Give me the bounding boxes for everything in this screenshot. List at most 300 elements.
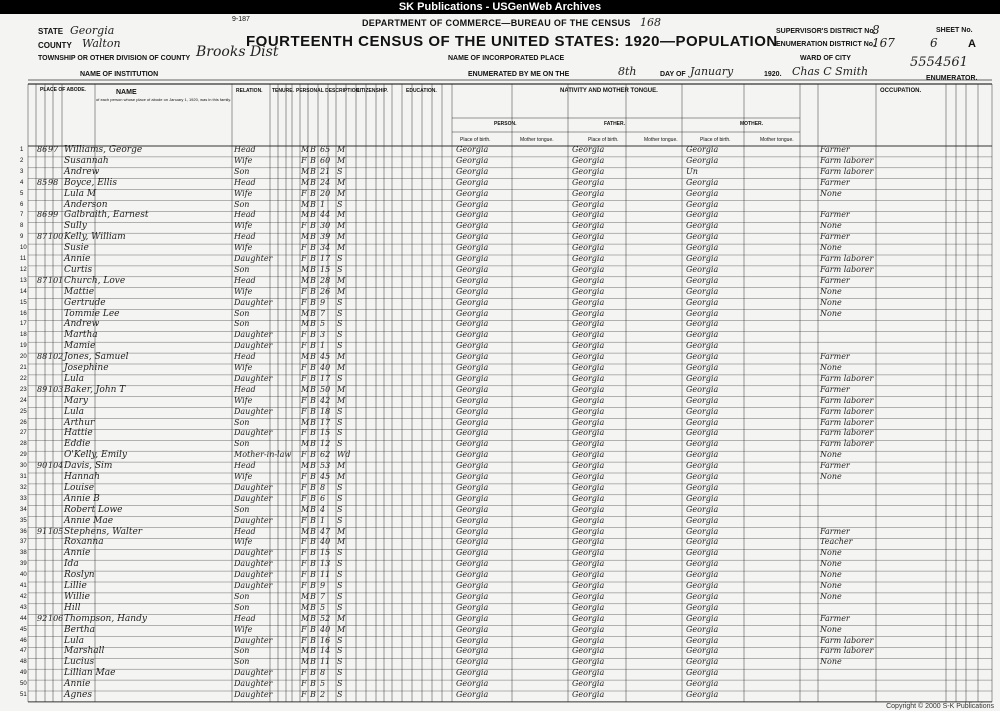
birthplace-mother: Georgia bbox=[686, 363, 719, 372]
race-value: B bbox=[310, 308, 316, 318]
department-heading: DEPARTMENT OF COMMERCE—BUREAU OF THE CENSUS bbox=[362, 18, 631, 28]
birthplace-person: Georgia bbox=[456, 668, 489, 678]
occupation-value: None bbox=[820, 624, 842, 634]
age-value: 42 bbox=[320, 395, 331, 405]
birthplace-mother: Georgia bbox=[686, 155, 719, 165]
birthplace-mother: Un bbox=[686, 166, 698, 176]
birthplace-mother: Georgia bbox=[686, 679, 719, 689]
birthplace-father: Georgia bbox=[572, 221, 605, 231]
birthplace-father: Georgia bbox=[572, 232, 605, 242]
birthplace-father: Georgia bbox=[572, 297, 605, 307]
row-number: 45 bbox=[20, 626, 27, 633]
birthplace-father: Georgia bbox=[572, 668, 605, 678]
sex-value: F bbox=[301, 515, 307, 525]
marital-status-value: S bbox=[337, 482, 343, 492]
birthplace-person: Georgia bbox=[456, 515, 489, 525]
occupation-value: None bbox=[820, 297, 842, 307]
dwelling-number: 87 bbox=[37, 275, 48, 285]
col-nativity: NATIVITY AND MOTHER TONGUE. bbox=[560, 88, 658, 94]
marital-status-value: M bbox=[337, 177, 346, 187]
sex-value: M bbox=[301, 602, 310, 612]
birthplace-father: Georgia bbox=[572, 373, 605, 383]
occupation-value: None bbox=[820, 548, 842, 558]
row-number: 39 bbox=[20, 561, 27, 568]
row-number: 36 bbox=[20, 528, 27, 535]
birthplace-father: Georgia bbox=[572, 275, 605, 285]
col-place-of-birth-person: Place of birth. bbox=[460, 137, 491, 143]
race-value: B bbox=[310, 341, 316, 351]
race-value: B bbox=[310, 668, 316, 678]
birthplace-person: Georgia bbox=[456, 450, 489, 460]
relation-value: Son bbox=[234, 417, 250, 427]
relation-value: Wife bbox=[234, 472, 253, 481]
row-number: 20 bbox=[20, 354, 27, 361]
person-name: Mattie bbox=[64, 286, 95, 297]
row-number: 29 bbox=[20, 452, 27, 459]
birthplace-mother: Georgia bbox=[686, 395, 719, 405]
col-mother-tongue-person: Mother tongue. bbox=[520, 137, 554, 143]
birthplace-person: Georgia bbox=[456, 690, 489, 699]
race-value: B bbox=[310, 472, 316, 481]
person-name: O'Kelly, Emily bbox=[64, 450, 127, 461]
birthplace-father: Georgia bbox=[572, 646, 605, 656]
row-number: 49 bbox=[20, 670, 27, 677]
person-name: Church, Love bbox=[64, 275, 126, 286]
birthplace-mother: Georgia bbox=[686, 417, 719, 427]
occupation-value: Farm laborer bbox=[820, 254, 874, 263]
birthplace-person: Georgia bbox=[456, 384, 489, 394]
race-value: B bbox=[310, 166, 316, 176]
relation-value: Daughter bbox=[234, 330, 273, 340]
sex-value: F bbox=[301, 559, 307, 569]
relation-value: Wife bbox=[234, 286, 253, 296]
family-number: 97 bbox=[48, 145, 59, 154]
occupation-value: Farmer bbox=[820, 526, 850, 536]
age-value: 1 bbox=[320, 341, 326, 351]
sex-value: M bbox=[301, 275, 310, 285]
census-sheet bbox=[0, 14, 1000, 711]
birthplace-mother: Georgia bbox=[686, 275, 719, 285]
marital-status-value: M bbox=[337, 275, 346, 285]
birthplace-father: Georgia bbox=[572, 559, 605, 569]
person-name: Susannah bbox=[64, 155, 109, 166]
person-name: Hattie bbox=[64, 428, 93, 439]
person-name: Robert Lowe bbox=[64, 504, 123, 515]
copyright-notice: Copyright © 2000 S-K Publications bbox=[886, 703, 994, 710]
incorporated-label: NAME OF INCORPORATED PLACE bbox=[448, 55, 565, 62]
sex-value: F bbox=[301, 679, 307, 689]
row-number: 30 bbox=[20, 463, 27, 470]
birthplace-mother: Georgia bbox=[686, 254, 719, 263]
birthplace-mother: Georgia bbox=[686, 286, 719, 296]
marital-status-value: S bbox=[337, 570, 343, 580]
age-value: 44 bbox=[320, 210, 331, 220]
occupation-value: Farm laborer bbox=[820, 264, 874, 274]
occupation-value: None bbox=[820, 570, 842, 580]
birthplace-father: Georgia bbox=[572, 624, 605, 634]
age-value: 8 bbox=[320, 482, 326, 492]
age-value: 39 bbox=[320, 232, 331, 242]
birthplace-person: Georgia bbox=[456, 624, 489, 634]
birthplace-person: Georgia bbox=[456, 352, 489, 362]
race-value: B bbox=[310, 330, 316, 340]
sex-value: M bbox=[301, 145, 310, 154]
person-name: Hannah bbox=[64, 472, 100, 482]
col-place-of-birth-father: Place of birth. bbox=[588, 137, 619, 143]
race-value: B bbox=[310, 493, 316, 503]
person-name: Mary bbox=[64, 395, 88, 406]
marital-status-value: M bbox=[337, 243, 346, 253]
marital-status-value: M bbox=[337, 221, 346, 231]
relation-value: Head bbox=[234, 461, 256, 471]
sex-value: F bbox=[301, 395, 307, 405]
occupation-value: Farm laborer bbox=[820, 635, 874, 645]
state-label: STATE bbox=[38, 27, 64, 36]
person-name: Marshall bbox=[64, 646, 105, 657]
birthplace-person: Georgia bbox=[456, 428, 489, 438]
occupation-value: None bbox=[820, 221, 842, 231]
birthplace-person: Georgia bbox=[456, 363, 489, 372]
age-value: 13 bbox=[320, 559, 331, 569]
occupation-value: Farmer bbox=[820, 613, 850, 623]
row-number: 2 bbox=[20, 157, 24, 164]
relation-value: Son bbox=[234, 602, 250, 612]
race-value: B bbox=[310, 635, 316, 645]
row-number: 38 bbox=[20, 550, 27, 557]
relation-value: Son bbox=[234, 166, 250, 176]
col-relation: RELATION. bbox=[236, 88, 263, 94]
sex-value: F bbox=[301, 330, 307, 340]
relation-value: Son bbox=[234, 439, 250, 449]
supervisor-value: 8 bbox=[872, 23, 880, 37]
marital-status-value: S bbox=[337, 635, 343, 645]
sex-value: F bbox=[301, 286, 307, 296]
person-name: Arthur bbox=[64, 417, 95, 428]
birthplace-mother: Georgia bbox=[686, 384, 719, 394]
birthplace-mother: Georgia bbox=[686, 319, 719, 329]
race-value: B bbox=[310, 188, 316, 198]
person-name: Willie bbox=[64, 591, 90, 602]
person-name: Jones, Samuel bbox=[64, 352, 129, 363]
birthplace-father: Georgia bbox=[572, 450, 605, 460]
dwelling-number: 85 bbox=[37, 177, 48, 187]
birthplace-person: Georgia bbox=[456, 482, 489, 492]
relation-value: Daughter bbox=[234, 482, 273, 492]
race-value: B bbox=[310, 428, 316, 438]
relation-value: Mother-in-law bbox=[234, 450, 292, 460]
enumeration-value: 167 bbox=[872, 36, 895, 50]
row-number: 40 bbox=[20, 572, 27, 579]
age-value: 15 bbox=[320, 428, 331, 438]
person-name: Sully bbox=[64, 221, 87, 232]
race-value: B bbox=[310, 210, 316, 220]
birthplace-person: Georgia bbox=[456, 461, 489, 471]
birthplace-person: Georgia bbox=[456, 602, 489, 612]
relation-value: Head bbox=[234, 232, 256, 242]
age-value: 40 bbox=[320, 624, 331, 634]
relation-value: Wife bbox=[234, 221, 253, 231]
birthplace-father: Georgia bbox=[572, 679, 605, 689]
marital-status-value: S bbox=[337, 330, 343, 340]
sex-value: F bbox=[301, 428, 307, 438]
birthplace-mother: Georgia bbox=[686, 570, 719, 580]
birthplace-mother: Georgia bbox=[686, 188, 719, 198]
marital-status-value: M bbox=[337, 384, 346, 394]
row-number: 26 bbox=[20, 419, 27, 426]
birthplace-father: Georgia bbox=[572, 570, 605, 580]
person-name: Susie bbox=[64, 243, 89, 254]
race-value: B bbox=[310, 406, 316, 416]
birthplace-person: Georgia bbox=[456, 646, 489, 656]
col-occupation: OCCUPATION. bbox=[880, 88, 922, 94]
age-value: 1 bbox=[320, 515, 326, 525]
marital-status-value: S bbox=[337, 373, 343, 383]
occupation-value: None bbox=[820, 581, 842, 590]
age-value: 7 bbox=[320, 591, 326, 601]
birthplace-person: Georgia bbox=[456, 548, 489, 558]
person-name: Lula M bbox=[64, 188, 97, 199]
marital-status-value: M bbox=[337, 624, 346, 634]
race-value: B bbox=[310, 264, 316, 274]
row-number: 10 bbox=[20, 245, 27, 252]
race-value: B bbox=[310, 515, 316, 525]
marital-status-value: S bbox=[337, 646, 343, 656]
race-value: B bbox=[310, 199, 316, 209]
relation-value: Wife bbox=[234, 363, 253, 372]
birthplace-person: Georgia bbox=[456, 166, 489, 176]
race-value: B bbox=[310, 275, 316, 285]
birthplace-person: Georgia bbox=[456, 657, 489, 667]
relation-value: Daughter bbox=[234, 297, 273, 307]
relation-value: Wife bbox=[234, 188, 253, 198]
age-value: 6 bbox=[320, 493, 326, 503]
birthplace-father: Georgia bbox=[572, 319, 605, 329]
form-number: 9-187 bbox=[232, 16, 250, 23]
birthplace-father: Georgia bbox=[572, 384, 605, 394]
age-value: 17 bbox=[320, 373, 331, 383]
supervisor-label: SUPERVISOR'S DISTRICT No. bbox=[776, 28, 876, 35]
family-number: 104 bbox=[48, 461, 64, 471]
birthplace-person: Georgia bbox=[456, 243, 489, 253]
birthplace-father: Georgia bbox=[572, 155, 605, 165]
race-value: B bbox=[310, 243, 316, 253]
race-value: B bbox=[310, 145, 316, 154]
relation-value: Wife bbox=[234, 243, 253, 253]
birthplace-person: Georgia bbox=[456, 155, 489, 165]
sex-value: M bbox=[301, 210, 310, 220]
sex-value: F bbox=[301, 254, 307, 263]
relation-value: Daughter bbox=[234, 428, 273, 438]
marital-status-value: S bbox=[337, 254, 343, 263]
race-value: B bbox=[310, 657, 316, 667]
person-name: Boyce, Ellis bbox=[64, 177, 118, 188]
age-value: 5 bbox=[320, 319, 326, 329]
birthplace-father: Georgia bbox=[572, 417, 605, 427]
birthplace-mother: Georgia bbox=[686, 548, 719, 558]
relation-value: Daughter bbox=[234, 581, 273, 590]
race-value: B bbox=[310, 177, 316, 187]
dwelling-number: 91 bbox=[37, 526, 48, 536]
sex-value: F bbox=[301, 581, 307, 590]
person-name: Bertha bbox=[64, 624, 96, 635]
person-name: Martha bbox=[64, 330, 98, 341]
birthplace-person: Georgia bbox=[456, 591, 489, 601]
occupation-value: Farm laborer bbox=[820, 428, 874, 438]
marital-status-value: S bbox=[337, 428, 343, 438]
col-mother-tongue-mother: Mother tongue. bbox=[760, 137, 794, 143]
state-value: Georgia bbox=[70, 24, 115, 37]
age-value: 9 bbox=[320, 297, 326, 307]
birthplace-father: Georgia bbox=[572, 690, 605, 699]
race-value: B bbox=[310, 624, 316, 634]
enumeration-month: January bbox=[690, 65, 734, 78]
occupation-value: Farm laborer bbox=[820, 417, 874, 427]
birthplace-mother: Georgia bbox=[686, 559, 719, 569]
birthplace-person: Georgia bbox=[456, 570, 489, 580]
row-number: 22 bbox=[20, 375, 27, 382]
birthplace-father: Georgia bbox=[572, 515, 605, 525]
sex-value: M bbox=[301, 657, 310, 667]
birthplace-person: Georgia bbox=[456, 145, 489, 154]
birthplace-mother: Georgia bbox=[686, 341, 719, 351]
marital-status-value: S bbox=[337, 341, 343, 351]
birthplace-father: Georgia bbox=[572, 613, 605, 623]
row-number: 34 bbox=[20, 506, 27, 513]
birthplace-father: Georgia bbox=[572, 352, 605, 362]
township-value: Brooks Dist bbox=[196, 44, 279, 60]
birthplace-person: Georgia bbox=[456, 417, 489, 427]
person-name: Williams, George bbox=[64, 145, 143, 155]
marital-status-value: M bbox=[337, 363, 346, 372]
race-value: B bbox=[310, 221, 316, 231]
race-value: B bbox=[310, 559, 316, 569]
sex-value: F bbox=[301, 155, 307, 165]
row-number: 48 bbox=[20, 659, 27, 666]
marital-status-value: S bbox=[337, 515, 343, 525]
birthplace-mother: Georgia bbox=[686, 581, 719, 590]
race-value: B bbox=[310, 384, 316, 394]
person-name: Andrew bbox=[64, 166, 100, 177]
year-label: 1920. bbox=[764, 71, 782, 78]
relation-value: Daughter bbox=[234, 373, 273, 383]
age-value: 20 bbox=[320, 188, 331, 198]
birthplace-father: Georgia bbox=[572, 548, 605, 558]
birthplace-mother: Georgia bbox=[686, 526, 719, 536]
enumerator-name: Chas C Smith bbox=[792, 65, 869, 78]
birthplace-mother: Georgia bbox=[686, 243, 719, 253]
race-value: B bbox=[310, 679, 316, 689]
birthplace-person: Georgia bbox=[456, 635, 489, 645]
relation-value: Wife bbox=[234, 155, 253, 165]
person-name: Mamie bbox=[64, 341, 96, 352]
birthplace-father: Georgia bbox=[572, 493, 605, 503]
occupation-value: None bbox=[820, 591, 842, 601]
birthplace-father: Georgia bbox=[572, 439, 605, 449]
birthplace-person: Georgia bbox=[456, 254, 489, 263]
birthplace-father: Georgia bbox=[572, 177, 605, 187]
col-place-of-birth-mother: Place of birth. bbox=[700, 137, 731, 143]
dwelling-number: 86 bbox=[37, 145, 48, 154]
relation-value: Son bbox=[234, 308, 250, 318]
marital-status-value: S bbox=[337, 319, 343, 329]
person-name: Tommie Lee bbox=[64, 308, 120, 319]
birthplace-mother: Georgia bbox=[686, 330, 719, 340]
person-name: Stephens, Walter bbox=[64, 526, 143, 537]
birthplace-father: Georgia bbox=[572, 341, 605, 351]
relation-value: Daughter bbox=[234, 254, 273, 263]
occupation-value: None bbox=[820, 450, 842, 460]
sex-value: F bbox=[301, 537, 307, 547]
relation-value: Head bbox=[234, 352, 256, 362]
person-name: Baker, John T bbox=[64, 384, 126, 395]
age-value: 11 bbox=[320, 570, 331, 580]
race-value: B bbox=[310, 581, 316, 590]
birthplace-mother: Georgia bbox=[686, 373, 719, 383]
marital-status-value: M bbox=[337, 472, 346, 481]
row-number: 24 bbox=[20, 397, 27, 404]
family-number: 102 bbox=[48, 352, 64, 362]
birthplace-father: Georgia bbox=[572, 395, 605, 405]
sex-value: M bbox=[301, 504, 310, 514]
marital-status-value: M bbox=[337, 537, 346, 547]
birthplace-person: Georgia bbox=[456, 679, 489, 689]
row-number: 3 bbox=[20, 168, 24, 175]
race-value: B bbox=[310, 646, 316, 656]
birthplace-mother: Georgia bbox=[686, 515, 719, 525]
birthplace-mother: Georgia bbox=[686, 591, 719, 601]
marital-status-value: S bbox=[337, 308, 343, 318]
row-number: 44 bbox=[20, 615, 27, 622]
relation-value: Wife bbox=[234, 537, 253, 547]
row-number: 11 bbox=[20, 256, 27, 262]
marital-status-value: S bbox=[337, 679, 343, 689]
birthplace-mother: Georgia bbox=[686, 646, 719, 656]
age-value: 5 bbox=[320, 602, 326, 612]
race-value: B bbox=[310, 439, 316, 449]
sex-value: M bbox=[301, 591, 310, 601]
ruled-grid bbox=[0, 14, 1000, 711]
birthplace-father: Georgia bbox=[572, 286, 605, 296]
birthplace-mother: Georgia bbox=[686, 352, 719, 362]
person-name: Lula bbox=[64, 406, 85, 417]
sex-value: F bbox=[301, 363, 307, 372]
row-number: 1 bbox=[20, 147, 24, 153]
col-father: FATHER. bbox=[604, 121, 626, 127]
sex-value: F bbox=[301, 341, 307, 351]
occupation-value: None bbox=[820, 363, 842, 372]
relation-value: Daughter bbox=[234, 679, 273, 689]
marital-status-value: M bbox=[337, 395, 346, 405]
age-value: 52 bbox=[320, 613, 331, 623]
sex-value: F bbox=[301, 690, 307, 699]
birthplace-person: Georgia bbox=[456, 199, 489, 209]
sex-value: M bbox=[301, 264, 310, 274]
relation-value: Daughter bbox=[234, 690, 273, 699]
col-person: PERSON. bbox=[494, 121, 517, 127]
birthplace-person: Georgia bbox=[456, 264, 489, 274]
marital-status-value: M bbox=[337, 526, 346, 536]
age-value: 15 bbox=[320, 548, 331, 558]
relation-value: Son bbox=[234, 264, 250, 274]
birthplace-mother: Georgia bbox=[686, 439, 719, 449]
person-name: Josephine bbox=[64, 363, 109, 373]
race-value: B bbox=[310, 352, 316, 362]
birthplace-mother: Georgia bbox=[686, 493, 719, 503]
race-value: B bbox=[310, 450, 316, 460]
col-citizenship: CITIZENSHIP. bbox=[356, 88, 388, 94]
relation-value: Head bbox=[234, 613, 256, 623]
occupation-value: None bbox=[820, 308, 842, 318]
